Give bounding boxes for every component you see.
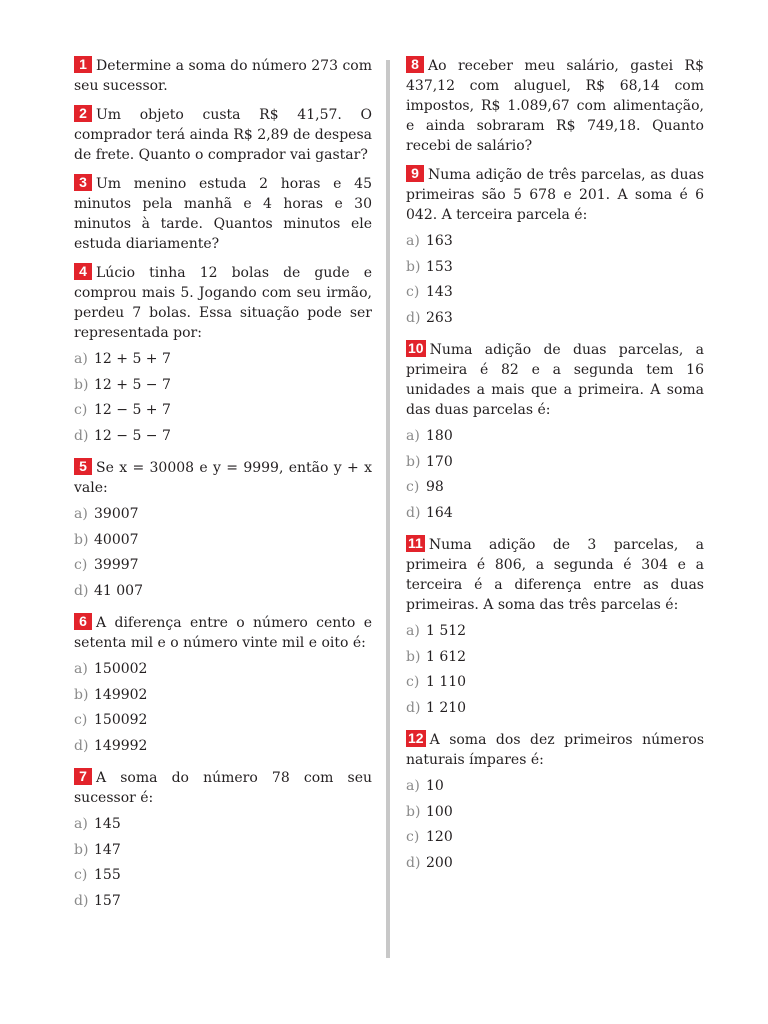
- answer-option: [406, 851, 704, 877]
- question-text: A soma dos dez primeiros números naturais ímpares é:: [406, 732, 704, 768]
- question-text: Numa adição de duas parcelas, a primeira é 82 e a segunda tem 16 unidades a mais que a primeira. A soma das duas parcelas é:: [406, 342, 704, 418]
- question-stem: [406, 730, 704, 770]
- question-9: [406, 165, 704, 331]
- question-text: Determine a soma do número 273 com seu sucessor.: [74, 58, 372, 94]
- question-1: [74, 56, 372, 96]
- question-text: A diferença entre o número cento e setenta mil e o número vinte mil e oito é:: [74, 615, 372, 651]
- answer-option: [406, 306, 704, 332]
- answer-option: [406, 255, 704, 281]
- option-text: 120: [426, 829, 453, 845]
- answer-option: [74, 373, 372, 399]
- question-number-badge: 10: [408, 340, 424, 356]
- question-text: Ao receber meu salário, gastei R$ 437,12 com aluguel, R$ 68,14 com impostos, R$ 1.089,67 com alimentação, e ainda sobraram R$ 749,18. Quanto recebi de salário?: [406, 58, 704, 154]
- answer-option: [74, 889, 372, 915]
- option-letter: d): [74, 582, 89, 599]
- option-text: 98: [426, 479, 444, 495]
- option-letter: a): [74, 351, 88, 367]
- question-stem: [74, 458, 372, 498]
- option-text: 143: [426, 284, 453, 300]
- option-letter: b): [406, 258, 421, 275]
- option-text: 150002: [94, 661, 148, 677]
- question-3: [74, 174, 372, 254]
- option-letter: c): [74, 867, 88, 883]
- answer-option: [406, 424, 704, 450]
- answer-option: [406, 475, 704, 501]
- question-number-badge: 1: [74, 56, 92, 73]
- option-text: 170: [426, 453, 453, 470]
- question-stem: [74, 768, 372, 808]
- question-text: Numa adição de 3 parcelas, a primeira é 806, a segunda é 304 e a terceira é a diferença entre as duas primeiras. A soma das três parcelas é:: [406, 537, 704, 613]
- answer-option: [74, 424, 372, 450]
- option-text: 39007: [94, 506, 139, 522]
- question-stem: [74, 263, 372, 343]
- question-stem: [406, 340, 704, 420]
- answer-option: [74, 347, 372, 373]
- option-text: 145: [94, 816, 121, 832]
- answer-option: [74, 838, 372, 864]
- option-letter: c): [74, 402, 88, 418]
- answer-option: [74, 528, 372, 554]
- option-letter: c): [74, 712, 88, 728]
- option-text: 1 612: [426, 648, 467, 665]
- answer-option: [406, 619, 704, 645]
- option-letter: d): [74, 892, 89, 909]
- option-text: 149902: [94, 686, 148, 703]
- option-text: 12 − 5 − 7: [94, 427, 171, 444]
- answer-option: [406, 501, 704, 527]
- answer-option: [74, 708, 372, 734]
- option-letter: b): [406, 453, 421, 470]
- option-text: 163: [426, 233, 453, 249]
- question-stem: [406, 56, 704, 156]
- answer-option: [406, 825, 704, 851]
- option-text: 1 512: [426, 623, 467, 639]
- option-letter: b): [74, 841, 89, 858]
- question-number-badge: 9: [406, 165, 424, 182]
- answer-option: [74, 683, 372, 709]
- column-divider: [386, 60, 390, 958]
- option-text: 155: [94, 867, 121, 883]
- option-text: 10: [426, 778, 444, 794]
- question-text: Se x = 30008 e y = 9999, então y + x vale:: [74, 460, 372, 496]
- option-text: 1 110: [426, 674, 467, 690]
- answer-option: [74, 398, 372, 424]
- option-text: 12 − 5 + 7: [94, 402, 171, 418]
- question-stem: [74, 613, 372, 653]
- left-column: [74, 56, 372, 923]
- question-7: [74, 768, 372, 914]
- question-number-badge: 5: [74, 458, 92, 475]
- question-text: Numa adição de três parcelas, as duas primeiras são 5 678 e 201. A soma é 6 042. A terceira parcela é:: [406, 167, 704, 223]
- option-letter: d): [406, 854, 421, 871]
- option-letter: b): [406, 648, 421, 665]
- option-text: 153: [426, 258, 453, 275]
- option-text: 39997: [94, 557, 139, 573]
- option-letter: a): [74, 816, 88, 832]
- question-number-badge: 2: [74, 105, 92, 122]
- option-text: 40007: [94, 531, 139, 548]
- question-stem: [74, 174, 372, 254]
- option-letter: c): [406, 674, 420, 690]
- option-text: 100: [426, 803, 453, 820]
- answer-option: [406, 670, 704, 696]
- option-text: 12 + 5 + 7: [94, 351, 171, 367]
- option-letter: a): [406, 233, 420, 249]
- question-12: [406, 730, 704, 876]
- option-letter: d): [406, 309, 421, 326]
- option-text: 12 + 5 − 7: [94, 376, 171, 393]
- option-letter: c): [406, 479, 420, 495]
- answer-option: [74, 579, 372, 605]
- answer-option: [406, 774, 704, 800]
- question-number-badge: 11: [408, 535, 423, 551]
- option-text: 41 007: [94, 582, 143, 599]
- answer-option: [74, 812, 372, 838]
- question-6: [74, 613, 372, 759]
- question-8: [406, 56, 704, 156]
- option-text: 150092: [94, 712, 148, 728]
- option-text: 157: [94, 892, 121, 909]
- question-11: [406, 535, 704, 721]
- question-number-badge: 6: [74, 613, 92, 630]
- question-5: [74, 458, 372, 604]
- answer-option: [74, 657, 372, 683]
- answer-option: [74, 553, 372, 579]
- option-text: 164: [426, 504, 453, 521]
- question-2: [74, 105, 372, 165]
- question-number-badge: 8: [406, 56, 424, 73]
- question-stem: [406, 535, 704, 615]
- question-number-badge: 4: [74, 263, 92, 280]
- option-text: 147: [94, 841, 121, 858]
- question-text: Um menino estuda 2 horas e 45 minutos pela manhã e 4 horas e 30 minutos à tarde. Quantos minutos ele estuda diariamente?: [74, 176, 372, 252]
- option-letter: a): [74, 506, 88, 522]
- right-column: [406, 56, 704, 885]
- option-letter: a): [406, 428, 420, 444]
- option-text: 180: [426, 428, 453, 444]
- question-stem: [74, 105, 372, 165]
- option-text: 200: [426, 854, 453, 871]
- option-letter: d): [406, 504, 421, 521]
- answer-option: [406, 800, 704, 826]
- option-letter: c): [406, 829, 420, 845]
- option-letter: c): [74, 557, 88, 573]
- answer-option: [406, 450, 704, 476]
- question-number-badge: 12: [408, 730, 424, 746]
- option-letter: b): [74, 376, 89, 393]
- question-10: [406, 340, 704, 526]
- option-letter: a): [406, 623, 420, 639]
- option-letter: a): [406, 778, 420, 794]
- option-letter: b): [74, 686, 89, 703]
- question-4: [74, 263, 372, 449]
- option-letter: b): [74, 531, 89, 548]
- option-letter: c): [406, 284, 420, 300]
- answer-option: [406, 645, 704, 671]
- answer-option: [406, 280, 704, 306]
- option-text: 263: [426, 309, 453, 326]
- option-letter: d): [74, 737, 89, 754]
- question-text: Lúcio tinha 12 bolas de gude e comprou mais 5. Jogando com seu irmão, perdeu 7 bolas. Essa situação pode ser representada por:: [74, 265, 372, 341]
- option-text: 149992: [94, 737, 148, 754]
- answer-option: [406, 229, 704, 255]
- option-text: 1 210: [426, 699, 467, 716]
- option-letter: a): [74, 661, 88, 677]
- question-text: A soma do número 78 com seu sucessor é:: [74, 770, 372, 806]
- answer-option: [74, 863, 372, 889]
- answer-option: [74, 502, 372, 528]
- option-letter: d): [74, 427, 89, 444]
- answer-option: [74, 734, 372, 760]
- question-number-badge: 7: [74, 768, 92, 785]
- question-number-badge: 3: [74, 174, 92, 191]
- option-letter: d): [406, 699, 421, 716]
- answer-option: [406, 696, 704, 722]
- question-stem: [74, 56, 372, 96]
- question-text: Um objeto custa R$ 41,57. O comprador terá ainda R$ 2,89 de despesa de frete. Quanto o comprador vai gastar?: [74, 107, 372, 163]
- option-letter: b): [406, 803, 421, 820]
- question-stem: [406, 165, 704, 225]
